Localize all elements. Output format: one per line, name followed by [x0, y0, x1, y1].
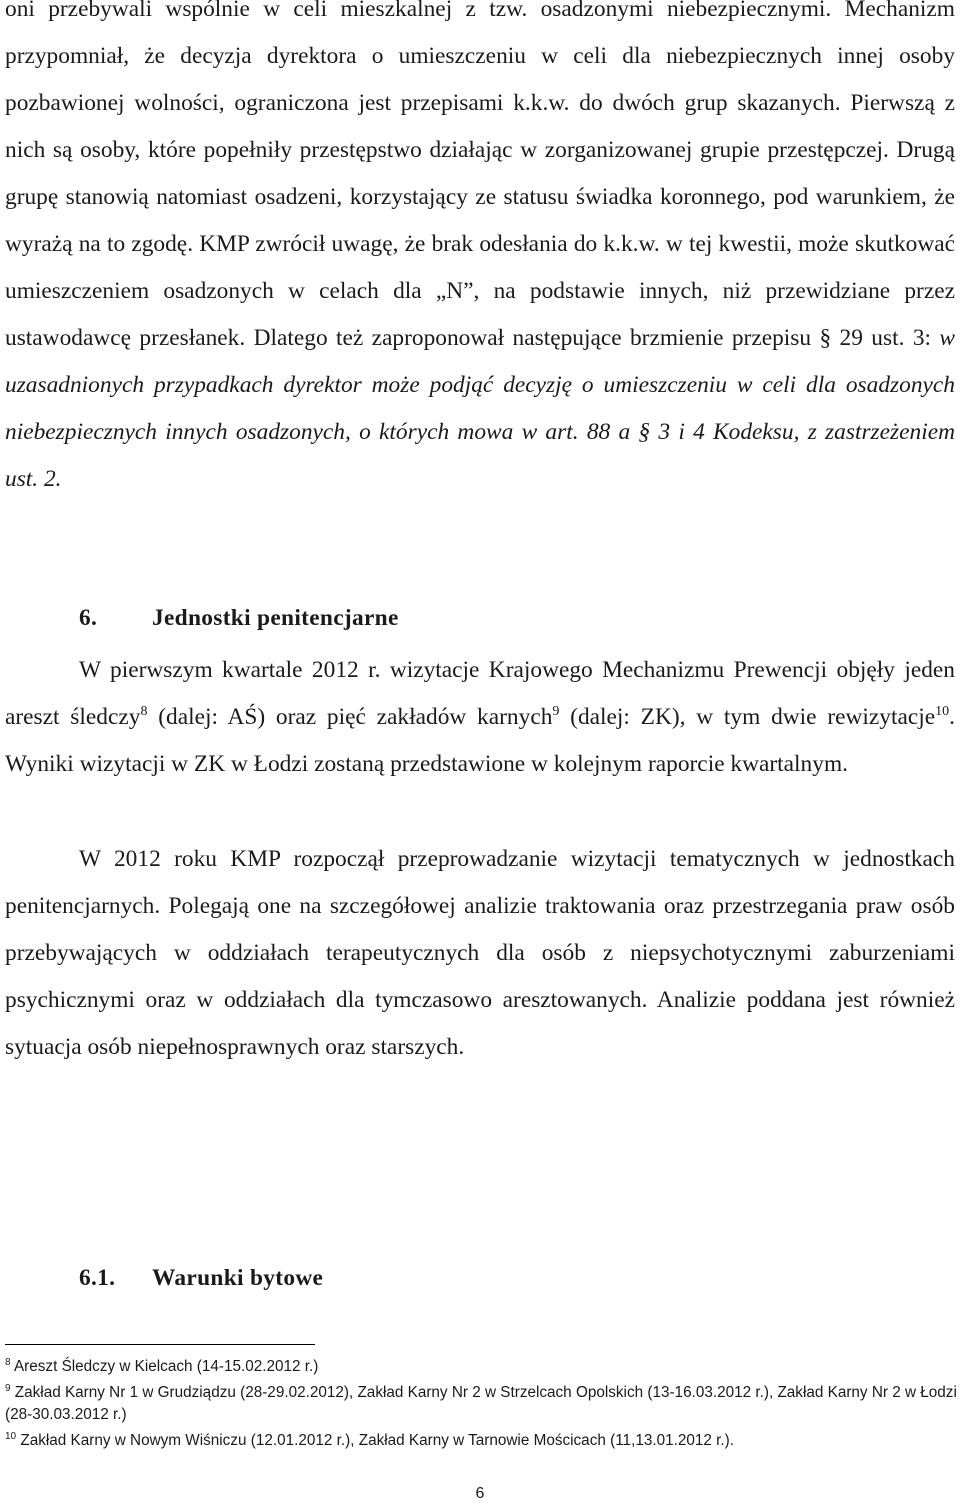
paragraph-text: (dalej: ZK), w tym dwie rewizytacje — [559, 704, 936, 730]
proposed-provision-text: w uzasadnionych przypadkach dyrektor może podjąć decyzję o umieszczeniu w celi dla osadzonych niebezpiecznych innych osadzonych, o których mowa w art. 88 a § 3 i 4 Kodeksu, z zastrzeżeniem ust. 2. — [5, 325, 955, 492]
footnote-text: Zakład Karny Nr 1 w Grudziądzu (28-29.02.2012), Zakład Karny Nr 2 w Strzelcach Opolskich (13-16.03.2012 r.), Zakład Karny Nr 2 w Łodzi (28-30.03.2012 r.) — [5, 1384, 957, 1423]
footnote-mark: 8 — [5, 1356, 11, 1368]
section-number: 6. — [79, 605, 98, 631]
footnotes — [5, 1356, 957, 1456]
section-heading-6-1 — [79, 1265, 323, 1292]
paragraph-text: oni przebywali wspólnie w celi mieszkalnej z tzw. osadzonymi niebezpiecznymi. Mechanizm przypomniał, że decyzja dyrektora o umieszczeniu w celi dla niebezpiecznych innej osoby pozbawionej wolności, ograniczona jest przepisami k.k.w. do dwóch grup skazanych. Pierwszą z nich są osoby, które popełniły przestępstwo działając w zorganizowanej grupie przestępczej. Drugą grupę stanowią natomiast osadzeni, korzystający ze statusu świadka koronnego, pod warunkiem, że wyrażą na to zgodę. KMP zwrócił uwagę, że brak odesłania do k.k.w. w tej kwestii, może skutkować umieszczeniem osadzonych w celach dla „N”, na podstawie innych, niż przewidziane przez ustawodawcę przesłanek. Dlatego też zaproponował następujące brzmienie przepisu § 29 ust. 3: — [5, 0, 955, 351]
section-number: 6.1. — [79, 1265, 116, 1291]
footnote-mark: 9 — [5, 1382, 11, 1394]
paragraph-osadzeni-niebezpieczni — [5, 0, 955, 503]
paragraph-text: W pierwszym kwartale 2012 r. wizytacje Krajowego Mechanizmu Prewencji objęły jeden areszt śledczy — [5, 657, 955, 730]
footnote-ref-9[interactable]: 9 — [552, 704, 560, 720]
footnote-text: Zakład Karny w Nowym Wiśniczu (12.01.2012 r.), Zakład Karny w Tarnowie Mościcach (11,13.01.2012 r.). — [16, 1432, 734, 1449]
footnote-9 — [5, 1382, 957, 1426]
paragraph-wizytacje-tematyczne: W 2012 roku KMP rozpoczął przeprowadzanie wizytacji tematycznych w jednostkach penitencjarnych. Polegają one na szczegółowej analizie traktowania oraz przestrzegania praw osób przebywających w oddziałach terapeutycznych dla osób z niepsychotycznymi zaburzeniami psychicznymi oraz w oddziałach dla tymczasowo aresztowanych. Analizie poddana jest również sytuacja osób niepełnosprawnych oraz starszych. — [5, 846, 955, 1060]
paragraph-text: . Wyniki wizytacji w ZK w Łodzi zostaną przedstawione w kolejnym raporcie kwartalnym. — [5, 704, 955, 777]
footnote-8 — [5, 1356, 957, 1378]
footnote-separator — [5, 1344, 315, 1345]
section-title: Warunki bytowe — [152, 1265, 324, 1291]
section-title: Jednostki penitencjarne — [152, 605, 399, 631]
footnote-ref-8[interactable]: 8 — [140, 704, 148, 720]
footnote-10 — [5, 1430, 957, 1452]
footnote-mark: 10 — [5, 1430, 17, 1442]
paragraph-wizytacje — [5, 647, 955, 788]
paragraph-text: (dalej: AŚ) oraz pięć zakładów karnych — [147, 704, 553, 730]
footnote-ref-10[interactable]: 10 — [935, 704, 950, 720]
page-number: 6 — [475, 1485, 485, 1502]
footnote-text: Areszt Śledczy w Kielcach (14-15.02.2012 r.) — [10, 1358, 319, 1375]
section-heading-6 — [79, 605, 399, 632]
